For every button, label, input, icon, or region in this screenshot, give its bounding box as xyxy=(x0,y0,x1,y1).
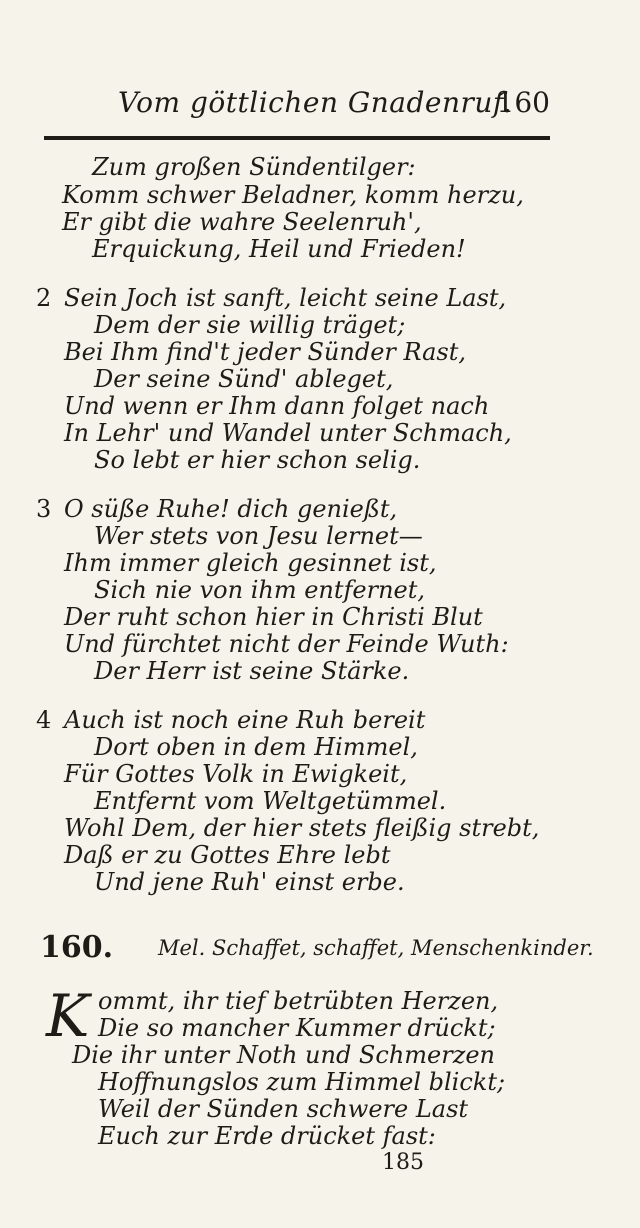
verse-line: Die ihr unter Noth und Schmerzen xyxy=(72,1041,496,1069)
verse-number: 3 xyxy=(36,495,52,523)
verse-line: ommt, ihr tief betrübten Herzen, xyxy=(98,987,499,1015)
signature-mark: 185 xyxy=(382,1150,424,1175)
verse-line: Sich nie von ihm entfernet, xyxy=(94,576,426,604)
verse-line: Wohl Dem, der hier stets fleißig strebt, xyxy=(64,814,540,842)
verse-number: 2 xyxy=(36,284,52,312)
verse-line: Entfernt vom Weltgetümmel. xyxy=(94,787,447,815)
verse-line: Dem der sie willig träget; xyxy=(94,311,406,339)
verse-line: Der seine Sünd' ableget, xyxy=(94,365,394,393)
verse-line: Die so mancher Kummer drückt; xyxy=(98,1014,496,1042)
verse-line: Der ruht schon hier in Christi Blut xyxy=(64,603,483,631)
verse-line: Sein Joch ist sanft, leicht seine Last, xyxy=(64,284,507,312)
running-header xyxy=(110,86,550,126)
header-rule xyxy=(44,136,550,140)
verse-line: Euch zur Erde drücket fast: xyxy=(98,1122,436,1150)
verse-line: Für Gottes Volk in Ewigkeit, xyxy=(64,760,408,788)
verse-line: Er gibt die wahre Seelenruh', xyxy=(62,208,422,236)
verse-line: Hoffnungslos zum Himmel blickt; xyxy=(98,1068,506,1096)
verse-line: Zum großen Sündentilger: xyxy=(92,153,416,181)
verse-line: Wer stets von Jesu lernet— xyxy=(94,522,423,550)
verse-line: Daß er zu Gottes Ehre lebt xyxy=(64,841,391,869)
verse-line: O süße Ruhe! dich genießt, xyxy=(64,495,398,523)
hymn-number: 160. xyxy=(40,930,114,965)
page-number: 160 xyxy=(496,86,550,119)
verse-line: Auch ist noch eine Ruh bereit xyxy=(64,706,426,734)
verse-line: Und jene Ruh' einst erbe. xyxy=(94,868,405,896)
verse-line: Weil der Sünden schwere Last xyxy=(98,1095,469,1123)
verse-line: Ihm immer gleich gesinnet ist, xyxy=(64,549,437,577)
verse-line: Bei Ihm find't jeder Sünder Rast, xyxy=(64,338,467,366)
verse-line: Komm schwer Beladner, komm herzu, xyxy=(62,181,524,209)
verse-number: 4 xyxy=(36,706,52,734)
verse-line: So lebt er hier schon selig. xyxy=(94,446,421,474)
melody-reference: Mel. Schaffet, schaffet, Menschenkinder. xyxy=(158,936,594,960)
verse-line: Dort oben in dem Himmel, xyxy=(94,733,418,761)
verse-line: In Lehr' und Wandel unter Schmach, xyxy=(64,419,512,447)
drop-cap: K xyxy=(46,982,90,1050)
verse-line: Der Herr ist seine Stärke. xyxy=(94,657,410,685)
verse-line: Und wenn er Ihm dann folget nach xyxy=(64,392,490,420)
verse-line: Und fürchtet nicht der Feinde Wuth: xyxy=(64,630,509,658)
verse-line: Erquickung, Heil und Frieden! xyxy=(92,235,466,263)
running-title: Vom göttlichen Gnadenruf. xyxy=(118,86,513,119)
